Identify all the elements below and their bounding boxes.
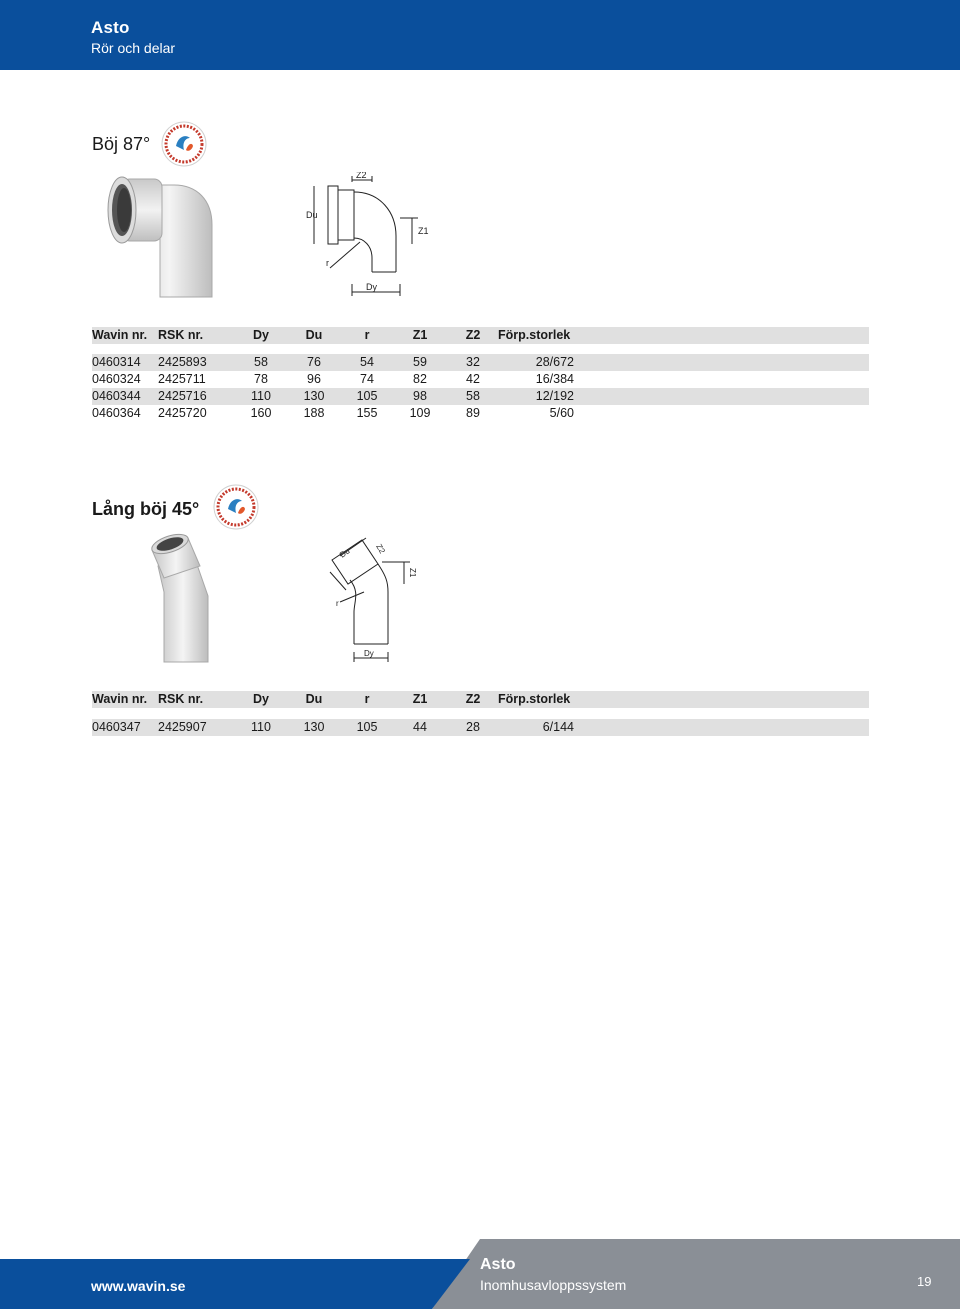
cell-z2: 42 bbox=[466, 372, 480, 386]
cell-r: 105 bbox=[342, 388, 392, 405]
certification-seal-icon bbox=[160, 120, 208, 168]
cell-forp: 28/672 bbox=[498, 354, 574, 371]
cell-dy: 78 bbox=[254, 372, 268, 386]
cell-wavin: 0460314 bbox=[92, 354, 158, 371]
cell-r: 74 bbox=[360, 372, 374, 386]
col-header-forp: Förp.storlek bbox=[498, 327, 574, 344]
table-row bbox=[92, 388, 869, 405]
cell-forp: 16/384 bbox=[535, 372, 574, 386]
cell-rsk: 2425716 bbox=[158, 388, 236, 405]
header-brand: Asto bbox=[91, 18, 130, 37]
drawing-label-r: r bbox=[336, 599, 339, 608]
cell-z1: 109 bbox=[409, 406, 431, 420]
spec-table-boj-87 bbox=[92, 327, 869, 422]
table-row bbox=[92, 354, 869, 371]
cell-rsk: 2425720 bbox=[158, 406, 207, 420]
footer-brand: Asto bbox=[480, 1256, 516, 1273]
cell-r: 105 bbox=[342, 719, 392, 736]
cell-r: 155 bbox=[356, 406, 378, 420]
cell-z2: 58 bbox=[448, 388, 498, 405]
col-header-z1: Z1 bbox=[392, 691, 448, 708]
spec-table-lang-boj-45 bbox=[92, 691, 869, 736]
footer-website-link[interactable]: www.wavin.se bbox=[91, 1278, 186, 1294]
cell-wavin: 0460364 bbox=[92, 406, 141, 420]
cell-forp: 5/60 bbox=[549, 406, 574, 420]
cell-forp: 6/144 bbox=[498, 719, 574, 736]
drawing-label-z1: Z1 bbox=[408, 568, 417, 578]
col-header-dy: Dy bbox=[236, 327, 286, 344]
page-header bbox=[0, 0, 960, 70]
table-header-row bbox=[92, 327, 869, 344]
col-header-z2: Z2 bbox=[448, 327, 498, 344]
col-header-rsk: RSK nr. bbox=[158, 691, 236, 708]
cell-dy: 58 bbox=[236, 354, 286, 371]
cell-rsk: 2425711 bbox=[158, 372, 206, 386]
table-header-row bbox=[92, 691, 869, 708]
col-header-r: r bbox=[342, 327, 392, 344]
cell-du: 76 bbox=[286, 354, 342, 371]
cell-du: 188 bbox=[303, 406, 325, 420]
drawing-label-dy: Dy bbox=[364, 649, 374, 658]
cell-rsk: 2425893 bbox=[158, 354, 236, 371]
col-header-du: Du bbox=[286, 691, 342, 708]
cell-z2: 32 bbox=[448, 354, 498, 371]
table-row bbox=[92, 405, 869, 422]
long-elbow-45-photo bbox=[130, 530, 230, 670]
footer-subtitle: Inomhusavloppssystem bbox=[480, 1277, 627, 1293]
long-elbow-45-dimension-drawing bbox=[320, 532, 430, 667]
cell-wavin: 0460347 bbox=[92, 719, 158, 736]
col-header-fill bbox=[574, 691, 869, 708]
table-row bbox=[92, 719, 869, 736]
col-header-forp: Förp.storlek bbox=[498, 691, 574, 708]
cell-z1: 98 bbox=[392, 388, 448, 405]
col-header-fill bbox=[574, 327, 869, 344]
drawing-label-z2: Z2 bbox=[374, 542, 387, 556]
drawing-label-dy: Dy bbox=[366, 282, 377, 292]
cell-z1: 44 bbox=[392, 719, 448, 736]
cell-dy: 160 bbox=[250, 406, 272, 420]
elbow-87-photo bbox=[92, 165, 272, 305]
cell-r: 54 bbox=[342, 354, 392, 371]
table-row bbox=[92, 371, 869, 388]
header-subtitle: Rör och delar bbox=[91, 40, 176, 56]
cell-du: 130 bbox=[286, 719, 342, 736]
cell-du: 96 bbox=[307, 372, 321, 386]
cell-z1: 59 bbox=[392, 354, 448, 371]
drawing-label-du: Du bbox=[306, 210, 318, 220]
drawing-label-r: r bbox=[326, 258, 329, 268]
certification-seal-icon bbox=[212, 483, 260, 531]
cell-dy: 110 bbox=[236, 719, 286, 736]
drawing-label-du: Du bbox=[338, 546, 352, 560]
section-title-lang-boj-45: Lång böj 45° bbox=[92, 499, 200, 519]
footer-band bbox=[0, 1239, 960, 1309]
section-title-boj-87: Böj 87° bbox=[92, 134, 151, 154]
col-header-wavin: Wavin nr. bbox=[92, 691, 158, 708]
cell-rsk: 2425907 bbox=[158, 719, 236, 736]
cell-z2: 28 bbox=[448, 719, 498, 736]
col-header-wavin: Wavin nr. bbox=[92, 327, 158, 344]
cell-z2: 89 bbox=[466, 406, 480, 420]
col-header-du: Du bbox=[286, 327, 342, 344]
col-header-r: r bbox=[342, 691, 392, 708]
drawing-label-z1: Z1 bbox=[418, 226, 429, 236]
elbow-87-dimension-drawing bbox=[300, 172, 440, 302]
cell-z1: 82 bbox=[413, 372, 427, 386]
col-header-dy: Dy bbox=[236, 691, 286, 708]
cell-du: 130 bbox=[286, 388, 342, 405]
col-header-rsk: RSK nr. bbox=[158, 327, 236, 344]
cell-wavin: 0460344 bbox=[92, 388, 158, 405]
col-header-z2: Z2 bbox=[448, 691, 498, 708]
page-number: 19 bbox=[917, 1274, 932, 1289]
cell-wavin: 0460324 bbox=[92, 372, 141, 386]
col-header-z1: Z1 bbox=[392, 327, 448, 344]
cell-dy: 110 bbox=[236, 388, 286, 405]
cell-forp: 12/192 bbox=[498, 388, 574, 405]
drawing-label-z2: Z2 bbox=[356, 172, 367, 180]
